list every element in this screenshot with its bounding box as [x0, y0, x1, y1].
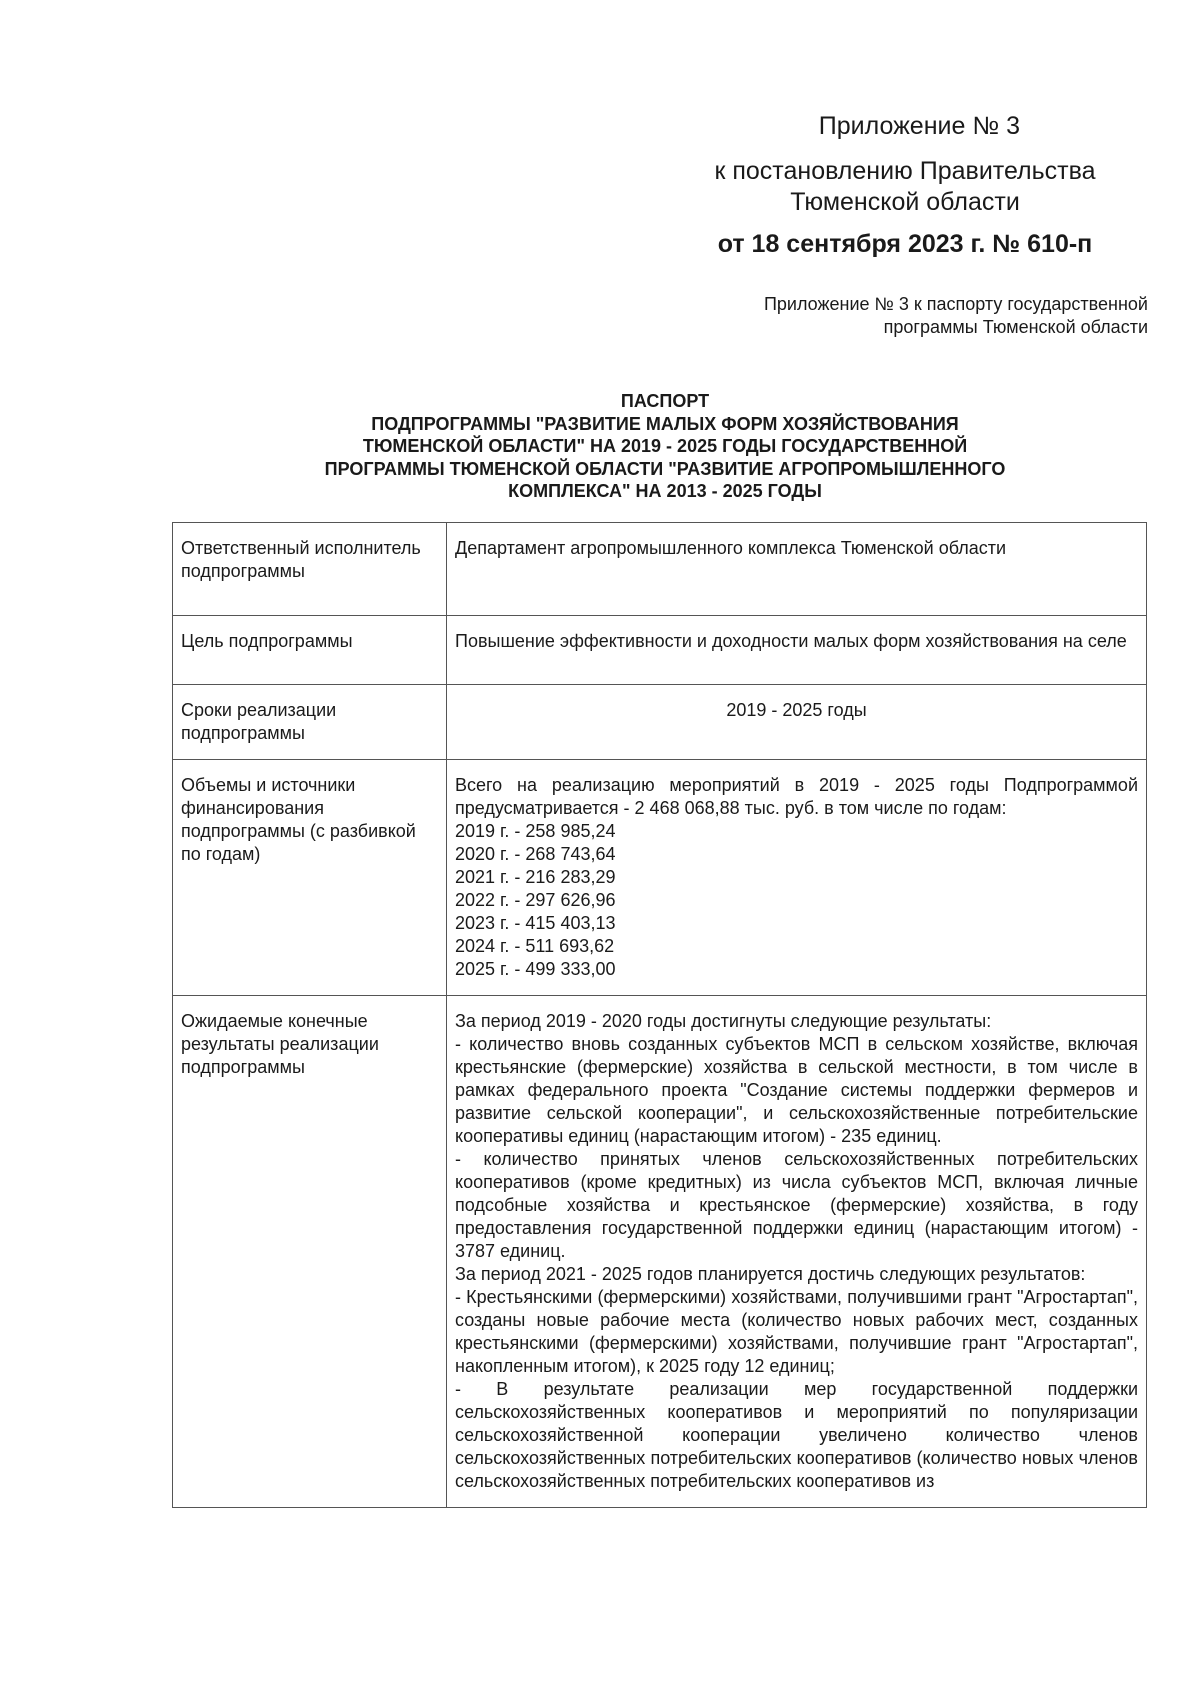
financing-value: [447, 760, 1147, 996]
resolution-line-2: Тюменской области: [790, 188, 1020, 216]
financing-year-2023: 2023 г. - 415 403,13: [455, 913, 616, 933]
resolution-line-1: к постановлению Правительства: [714, 157, 1096, 185]
financing-label: Объемы и источники финансирования подпрограммы (с разбивкой по годам): [173, 760, 447, 996]
financing-year-2019: 2019 г. - 258 985,24: [455, 821, 616, 841]
results-paragraph: За период 2021 - 2025 годов планируется достичь следующих результатов:: [455, 1264, 1086, 1284]
financing-year-2024: 2024 г. - 511 693,62: [455, 936, 615, 956]
passport-table: [172, 522, 1147, 1508]
financing-year-2021: 2021 г. - 216 283,29: [455, 867, 616, 887]
appendix-title: Приложение № 3: [818, 112, 1020, 140]
terms-value: 2019 - 2025 годы: [447, 685, 1147, 760]
passport-appendix-line-1: Приложение № 3 к паспорту государственной: [763, 294, 1148, 314]
results-paragraph: За период 2019 - 2020 годы достигнуты следующие результаты:: [455, 1011, 992, 1031]
terms-label: Сроки реализации подпрограммы: [173, 685, 447, 760]
goal-value: Повышение эффективности и доходности малых форм хозяйствования на селе: [447, 616, 1147, 685]
financing-year-2020: 2020 г. - 268 743,64: [455, 844, 616, 864]
table-row-results: [173, 996, 1147, 1508]
title-line-1: ПАСПОРТ: [620, 391, 710, 411]
financing-intro: Всего на реализацию мероприятий в 2019 - 2025 годы Подпрограммой предусматривается - 2 468 068,88 тыс. руб. в том числе по годам:: [455, 775, 1138, 818]
table-row-terms: [173, 685, 1147, 760]
goal-label: Цель подпрограммы: [173, 616, 447, 685]
resolution-date: от 18 сентября 2023 г. № 610-п: [717, 230, 1093, 258]
financing-year-2025: 2025 г. - 499 333,00: [455, 959, 616, 979]
results-label: Ожидаемые конечные результаты реализации подпрограммы: [173, 996, 447, 1508]
document-title: [170, 390, 1160, 503]
table-row-financing: [173, 760, 1147, 996]
results-paragraph: - количество принятых членов сельскохозяйственных потребительских кооперативов (кроме кредитных) из числа субъектов МСП, включая личные подсобные хозяйства и крестьянское (фермерские) хозяйства, в году предоставления государственной поддержки единиц (нарастающим итогом) - 3787 единиц.: [455, 1149, 1138, 1261]
results-paragraph: - В результате реализации мер государственной поддержки сельскохозяйственных кооперативов и мероприятий по популяризации сельскохозяйственной кооперации увеличено количество членов сельскохозяйственных потребительских кооперативов (количество новых членов сельскохозяйственных потребительских кооперативов из: [455, 1379, 1138, 1491]
passport-appendix-line-2: программы Тюменской области: [883, 317, 1148, 337]
title-line-4: ПРОГРАММЫ ТЮМЕНСКОЙ ОБЛАСТИ "РАЗВИТИЕ АГРОПРОМЫШЛЕННОГО: [324, 458, 1006, 479]
title-line-5: КОМПЛЕКСА" НА 2013 - 2025 ГОДЫ: [508, 481, 822, 501]
table-row-executor: [173, 523, 1147, 616]
results-paragraph: - количество вновь созданных субъектов МСП в сельском хозяйстве, включая крестьянские (фермерские) хозяйства в сельской местности, в том числе в рамках федерального проекта "Создание системы поддержки фермеров и развитие сельской кооперации", и сельскохозяйственные потребительские кооперативы единиц (нарастающим итогом) - 235 единиц.: [455, 1034, 1138, 1146]
passport-appendix-note: [680, 293, 1148, 339]
financing-year-2022: 2022 г. - 297 626,96: [455, 890, 616, 910]
title-line-2: ПОДПРОГРАММЫ "РАЗВИТИЕ МАЛЫХ ФОРМ ХОЗЯЙСТВОВАНИЯ: [371, 413, 959, 434]
title-line-3: ТЮМЕНСКОЙ ОБЛАСТИ" НА 2019 - 2025 ГОДЫ ГОСУДАРСТВЕННОЙ: [362, 436, 968, 456]
executor-value: Департамент агропромышленного комплекса Тюменской области: [447, 523, 1147, 616]
results-value: [447, 996, 1147, 1508]
results-paragraph: - Крестьянскими (фермерскими) хозяйствами, получившими грант "Агростартап", созданы новые рабочие места (количество новых рабочих мест, созданных крестьянскими (фермерскими) хозяйствами, получившие грант "Агростартап", накопленным итогом), к 2025 году 12 единиц;: [455, 1287, 1138, 1376]
table-row-goal: [173, 616, 1147, 685]
executor-label: Ответственный исполнитель подпрограммы: [173, 523, 447, 616]
resolution-reference: [690, 156, 1120, 218]
